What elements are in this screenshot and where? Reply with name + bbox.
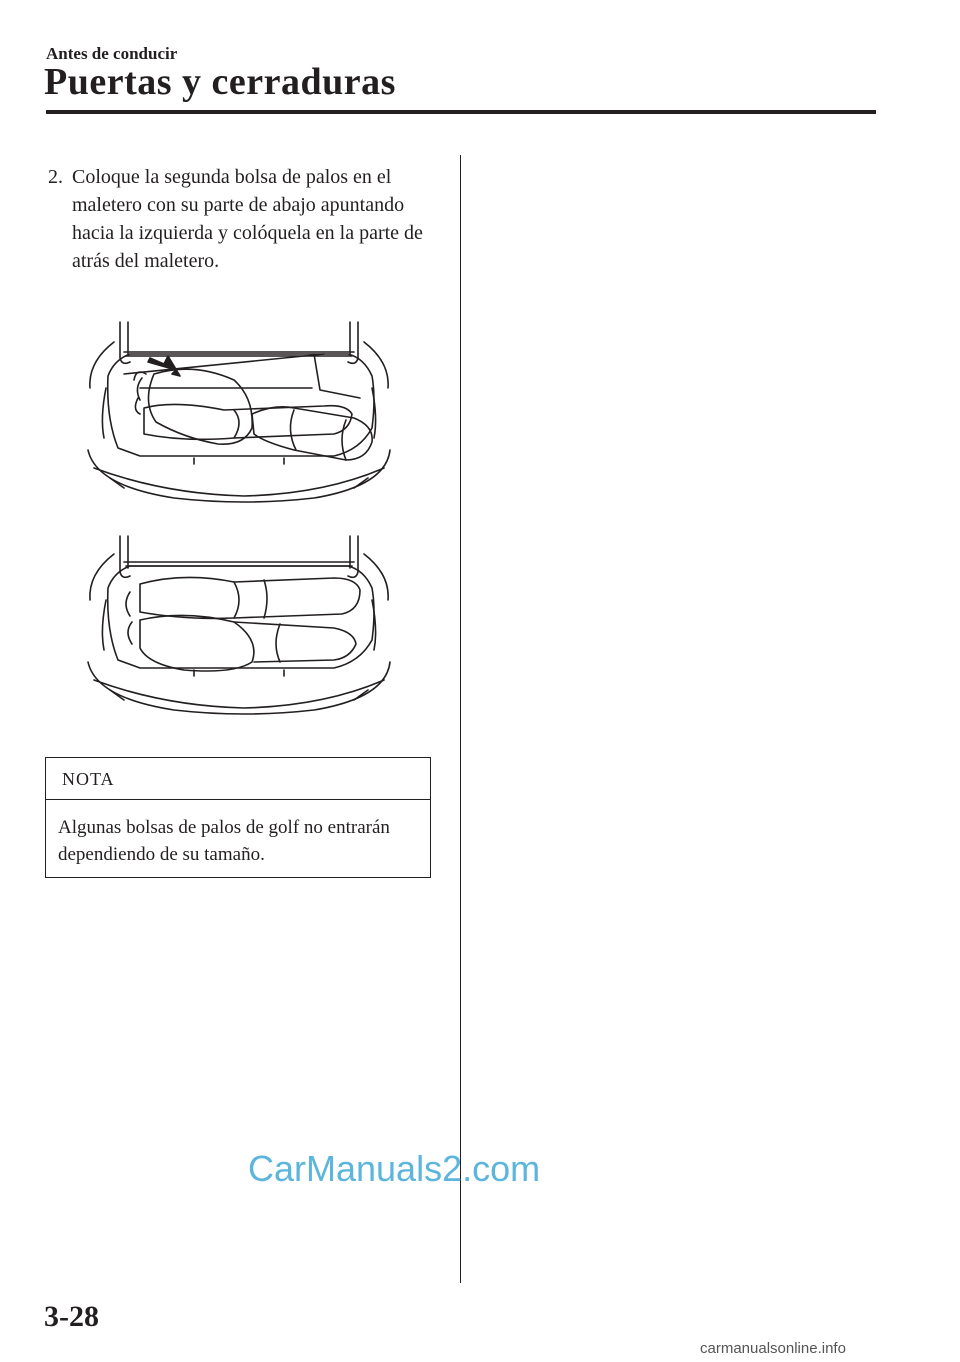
note-box [45,757,431,878]
watermark: CarManuals2.com [248,1148,541,1189]
step-item [48,163,448,275]
note-title: NOTA [46,758,430,800]
header-rule [46,110,876,114]
trunk-illustration-placed [84,532,404,742]
step-text: Coloque la segunda bolsa de palos en el maletero con su parte de abajo apuntando hacia la izquierda y colóquela en la parte de atrás del maletero. [72,166,423,272]
trunk-illustration-inserting [84,318,404,524]
section-label: Antes de conducir [46,44,178,63]
note-body: Algunas bolsas de palos de golf no entrarán dependiendo de su tamaño. [58,817,390,865]
page-number: 3-28 [44,1300,99,1333]
chapter-title: Puertas y cerraduras [44,61,396,103]
column-divider [460,155,461,1283]
footer-site-link[interactable]: carmanualsonline.info [700,1340,846,1357]
step-number: 2. [48,166,63,188]
